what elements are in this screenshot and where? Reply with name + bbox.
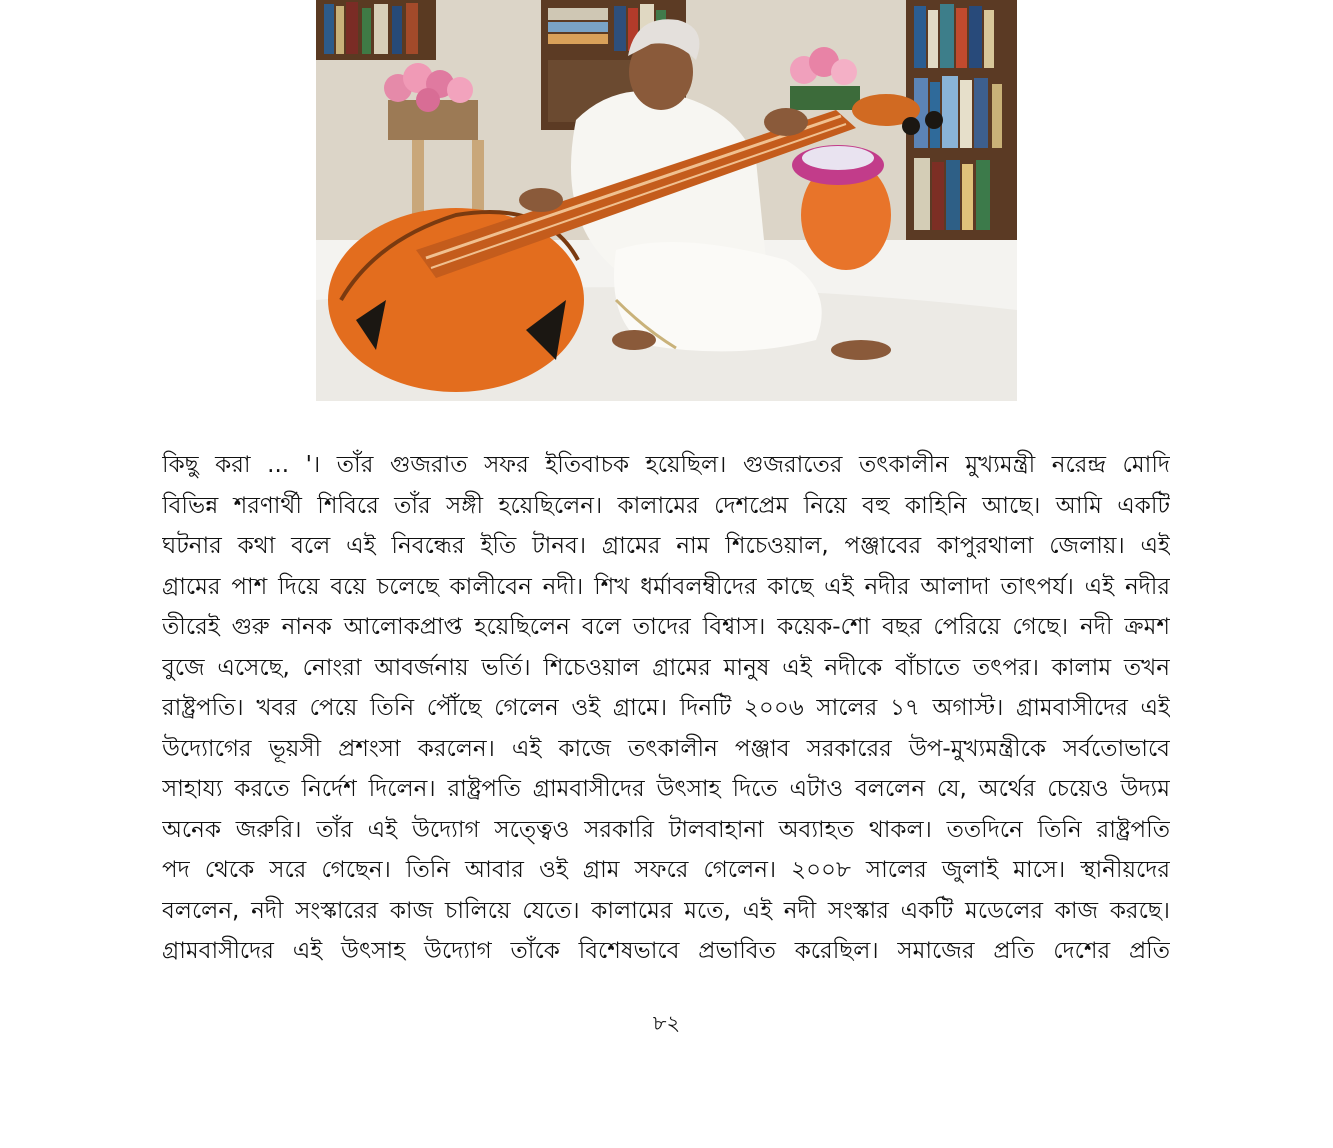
body-line-9: সাহায্য করতে নির্দেশ দিলেন। রাষ্ট্রপতি গ্রামবাসীদের উৎসাহ দিতে এটাও বললেন যে, অর্থের চেয়েও উদ্যম	[162, 776, 1170, 802]
body-line-1: কিছু করা ... '। তাঁর গুজরাত সফর ইতিবাচক হয়েছিল। গুজরাতের তৎকালীন মুখ্যমন্ত্রী নরেন্দ্র মোদি	[162, 452, 1170, 478]
body-line-3: ঘটনার কথা বলে এই নিবন্ধের ইতি টানব। গ্রামের নাম শিচেওয়াল, পঞ্জাবের কাপুরথালা জেলায়। এই	[162, 533, 1170, 559]
body-line-12: বললেন, নদী সংস্কারের কাজ চালিয়ে যেতে। কালামের মতে, এই নদী সংস্কার একটি মডেলের কাজ করছে।	[162, 897, 1170, 924]
article-body	[162, 445, 1170, 972]
body-line-6: বুজে এসেছে, নোংরা আবর্জনায় ভর্তি। শিচেওয়াল গ্রামের মানুষ এই নদীকে বাঁচাতে তৎপর। কালাম তখন	[162, 654, 1170, 681]
veena-photograph	[316, 0, 1017, 401]
body-line-13: গ্রামবাসীদের এই উৎসাহ উদ্যোগ তাঁকে বিশেষভাবে প্রভাবিত করেছিল। সমাজের প্রতি দেশের প্রতি	[162, 938, 1170, 964]
body-line-10: অনেক জরুরি। তাঁর এই উদ্যোগ সত্ত্বেও সরকারি টালবাহানা অব্যাহত থাকল। ততদিনে তিনি রাষ্ট্রপতি	[162, 816, 1170, 843]
body-line-7: রাষ্ট্রপতি। খবর পেয়ে তিনি পৌঁছে গেলেন ওই গ্রামে। দিনটি ২০০৬ সালের ১৭ অগাস্ট। গ্রামবাসীদের এই	[162, 695, 1170, 721]
body-line-2: বিভিন্ন শরণার্থী শিবিরে তাঁর সঙ্গী হয়েছিলেন। কালামের দেশপ্রেম নিয়ে বহু কাহিনি আছে। আমি একটি	[162, 492, 1170, 519]
body-line-4: গ্রামের পাশ দিয়ে বয়ে চলেছে কালীবেন নদী। শিখ ধর্মাবলম্বীদের কাছে এই নদীর আলাদা তাৎপর্য। এই নদীর	[162, 573, 1170, 600]
body-line-5: তীরেই গুরু নানক আলোকপ্রাপ্ত হয়েছিলেন বলে তাদের বিশ্বাস। কয়েক-শো বছর পেরিয়ে গেছে। নদী ক্রমশ	[162, 614, 1170, 640]
page-number: ৮২	[652, 1011, 681, 1035]
body-line-11: পদ থেকে সরে গেছেন। তিনি আবার ওই গ্রাম সফরে গেলেন। ২০০৮ সালের জুলাই মাসে। স্থানীয়দের	[162, 857, 1170, 883]
body-line-8: উদ্যোগের ভূয়সী প্রশংসা করলেন। এই কাজে তৎকালীন পঞ্জাব সরকারের উপ-মুখ্যমন্ত্রীকে সর্বতোভাবে	[162, 735, 1170, 762]
